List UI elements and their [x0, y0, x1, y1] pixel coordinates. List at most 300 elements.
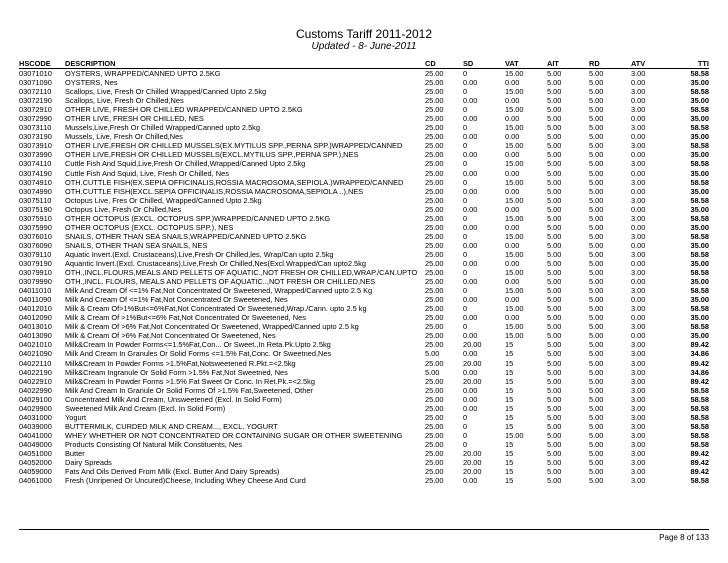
cell-vat: 15.00: [505, 195, 524, 205]
cell-tti: 58.58: [690, 213, 709, 223]
cell-vat: 15.00: [505, 159, 524, 169]
cell-atv: 3.00: [631, 286, 646, 296]
table-header-row: [19, 58, 709, 69]
cell-hscode: 04021090: [19, 349, 52, 359]
table-row: [19, 404, 709, 413]
cell-vat: 15.00: [505, 69, 524, 79]
cell-sd: 0: [463, 430, 468, 440]
cell-rd: 5.00: [589, 159, 604, 169]
cell-sd: 0: [463, 141, 468, 151]
cell-rd: 5.00: [589, 105, 604, 115]
cell-atv: 3.00: [631, 439, 646, 449]
cell-tti: 58.58: [690, 322, 709, 332]
cell-ait: 5.00: [547, 123, 562, 133]
cell-rd: 5.00: [589, 69, 604, 79]
cell-atv: 0.00: [631, 150, 646, 160]
cell-description: OTH.CUTTLE FISH(EX.SEPIA OFFICINALIS,ROSSIA MACROSOMA,SEPIOLA.)WRAPPED/CANNED: [65, 177, 404, 187]
cell-description: Scallops, Live, Fresh Or Chilled Wrapped/Canned Upto 2.5kg: [65, 87, 267, 97]
cell-atv: 3.00: [631, 476, 646, 486]
cell-atv: 3.00: [631, 421, 646, 431]
cell-cd: 25.00: [425, 430, 444, 440]
cell-vat: 0.00: [505, 222, 520, 232]
cell-rd: 5.00: [589, 87, 604, 97]
cell-hscode: 04022990: [19, 385, 52, 395]
cell-hscode: 04061000: [19, 476, 52, 486]
cell-tti: 35.00: [690, 295, 709, 305]
col-cd: CD: [425, 58, 463, 69]
cell-atv: 3.00: [631, 87, 646, 97]
cell-sd: 0.00: [463, 331, 478, 341]
cell-description: Milk & Cream Of >6% Fat,Not Concentrated Or Sweetened, Wrapped/Canned upto 2.5 kg: [65, 322, 359, 332]
table-row: [19, 458, 709, 467]
cell-description: Concentrated Milk And Cream, Unsweetened (Excl. In Solid Form): [65, 394, 282, 404]
cell-vat: 15.00: [505, 87, 524, 97]
table-row: [19, 304, 709, 313]
cell-ait: 5.00: [547, 439, 562, 449]
cell-hscode: 03073190: [19, 132, 52, 142]
cell-cd: 25.00: [425, 439, 444, 449]
cell-atv: 0.00: [631, 222, 646, 232]
cell-tti: 35.00: [690, 96, 709, 106]
cell-atv: 0.00: [631, 295, 646, 305]
cell-sd: 0.00: [463, 385, 478, 395]
cell-description: Fresh (Unripened Or Uncured)Cheese, Including Whey Cheese And Curd: [65, 476, 306, 486]
cell-tti: 58.58: [690, 87, 709, 97]
cell-atv: 3.00: [631, 69, 646, 79]
table-row: [19, 132, 709, 141]
cell-hscode: 03075990: [19, 222, 52, 232]
cell-description: Fats And Oils Derived From Milk (Excl. Butter And Dairy Spreads): [65, 467, 280, 477]
cell-vat: 15.00: [505, 105, 524, 115]
cell-sd: 0.00: [463, 476, 478, 486]
cell-ait: 5.00: [547, 331, 562, 341]
cell-rd: 5.00: [589, 277, 604, 287]
cell-cd: 25.00: [425, 150, 444, 160]
cell-sd: 0: [463, 123, 468, 133]
table-row: [19, 377, 709, 386]
cell-atv: 3.00: [631, 458, 646, 468]
cell-rd: 5.00: [589, 412, 604, 422]
cell-hscode: 03072990: [19, 114, 52, 124]
cell-description: Cuttle Fish And Squid,Live,Fresh Or Chilled,Wrapped/Canned Upto 2.5kg: [65, 159, 306, 169]
col-sd: SD: [463, 58, 505, 69]
cell-ait: 5.00: [547, 222, 562, 232]
cell-cd: 25.00: [425, 132, 444, 142]
cell-rd: 5.00: [589, 186, 604, 196]
cell-sd: 0.00: [463, 78, 478, 88]
cell-atv: 0.00: [631, 259, 646, 268]
cell-description: Butter: [65, 448, 85, 458]
cell-cd: 25.00: [425, 385, 444, 395]
cell-rd: 5.00: [589, 286, 604, 296]
cell-rd: 5.00: [589, 78, 604, 88]
cell-vat: 15.00: [505, 177, 524, 187]
cell-ait: 5.00: [547, 150, 562, 160]
cell-ait: 5.00: [547, 69, 562, 79]
cell-atv: 3.00: [631, 403, 646, 413]
cell-ait: 5.00: [547, 421, 562, 431]
cell-atv: 3.00: [631, 322, 646, 332]
cell-tti: 58.58: [690, 286, 709, 296]
cell-vat: 15: [505, 340, 514, 350]
cell-description: Milk And Cream In Granules Or Solid Forms <=1.5% Fat,Conc. Or Sweetned,Nes: [65, 349, 332, 359]
cell-description: OYSTERS, WRAPPED/CANNED UPTO 2.5KG: [65, 69, 221, 79]
cell-atv: 3.00: [631, 448, 646, 458]
cell-ait: 5.00: [547, 240, 562, 250]
cell-sd: 0.00: [463, 367, 478, 377]
cell-sd: 20.00: [463, 467, 482, 477]
cell-rd: 5.00: [589, 394, 604, 404]
cell-atv: 3.00: [631, 412, 646, 422]
table-row: [19, 386, 709, 395]
cell-sd: 0.00: [463, 403, 478, 413]
cell-atv: 3.00: [631, 123, 646, 133]
cell-sd: 0: [463, 249, 468, 259]
col-description: DESCRIPTION: [65, 58, 425, 69]
cell-cd: 25.00: [425, 141, 444, 151]
cell-hscode: 03079190: [19, 259, 52, 268]
cell-rd: 5.00: [589, 240, 604, 250]
document-title: Customs Tariff 2011-2012: [295, 27, 433, 41]
cell-description: Octopus Live, Fresh Or Chilled,Nes: [65, 204, 182, 214]
cell-vat: 0.00: [505, 295, 520, 305]
cell-tti: 58.58: [690, 249, 709, 259]
cell-hscode: 03074110: [19, 159, 52, 169]
cell-ait: 5.00: [547, 385, 562, 395]
cell-cd: 25.00: [425, 476, 444, 486]
cell-atv: 3.00: [631, 195, 646, 205]
cell-sd: 0.00: [463, 222, 478, 232]
cell-atv: 0.00: [631, 132, 646, 142]
cell-sd: 0.00: [463, 150, 478, 160]
cell-cd: 25.00: [425, 412, 444, 422]
cell-vat: 15.00: [505, 286, 524, 296]
cell-hscode: 03074190: [19, 168, 52, 178]
table-row: [19, 123, 709, 132]
cell-sd: 0.00: [463, 295, 478, 305]
cell-atv: 0.00: [631, 96, 646, 106]
cell-cd: 25.00: [425, 376, 444, 386]
cell-rd: 5.00: [589, 467, 604, 477]
cell-rd: 5.00: [589, 385, 604, 395]
cell-tti: 35.00: [690, 331, 709, 341]
cell-sd: 0.00: [463, 349, 478, 359]
cell-atv: 0.00: [631, 277, 646, 287]
cell-vat: 15: [505, 376, 514, 386]
cell-ait: 5.00: [547, 322, 562, 332]
cell-vat: 15: [505, 421, 514, 431]
cell-description: Sweetened Milk And Cream (Excl. In Solid Form): [65, 403, 226, 413]
cell-description: WHEY WHETHER OR NOT CONCENTRATED OR CONTAINING SUGAR OR OTHER SWEETENING: [65, 430, 403, 440]
cell-cd: 25.00: [425, 168, 444, 178]
cell-cd: 25.00: [425, 268, 444, 278]
cell-description: SNAILS, OTHER THAN SEA SNAILS, NES: [65, 240, 208, 250]
table-row: [19, 268, 709, 277]
cell-rd: 5.00: [589, 439, 604, 449]
table-row: [19, 150, 709, 159]
cell-sd: 0.00: [463, 313, 478, 323]
cell-sd: 0: [463, 439, 468, 449]
cell-cd: 25.00: [425, 177, 444, 187]
cell-sd: 0.00: [463, 240, 478, 250]
table-row: [19, 105, 709, 114]
table-row: [19, 313, 709, 322]
cell-cd: 25.00: [425, 213, 444, 223]
cell-ait: 5.00: [547, 286, 562, 296]
cell-description: Aquantic Invert.(Excl. Crustaceans),Live,Fresh Or Chilled,Nes(Excl.Wrapped/Can upto2.5kg: [65, 259, 366, 268]
cell-ait: 5.00: [547, 177, 562, 187]
cell-rd: 5.00: [589, 123, 604, 133]
cell-cd: 25.00: [425, 295, 444, 305]
cell-vat: 15: [505, 403, 514, 413]
cell-cd: 25.00: [425, 240, 444, 250]
cell-hscode: 04031000: [19, 412, 52, 422]
cell-tti: 58.58: [690, 159, 709, 169]
cell-description: OTHER LIVE,FRESH OR CHILLED MUSSELS(EX.MYTILUS SPP.,PERNA SPP.)WRAPPED/CANNED: [65, 141, 403, 151]
cell-cd: 5.00: [425, 349, 440, 359]
table-row: [19, 295, 709, 304]
cell-description: Milk & Cream Of>1%But<=6%Fat,Not Concentrated Or Sweetened,Wrap./Cann. upto 2.5 kg: [65, 304, 367, 314]
table-row: [19, 169, 709, 178]
cell-description: SNAILS, OTHER THAN SEA SNAILS,WRAPPED/CANNED UPTO 2.5KG: [65, 231, 307, 241]
table-row: [19, 340, 709, 349]
cell-ait: 5.00: [547, 412, 562, 422]
cell-description: OTHER LIVE,FRESH OR CHILLED MUSSELS(EXCL.MYTILUS SPP.,PERNA SPP.),NES: [65, 150, 359, 160]
cell-sd: 0.00: [463, 259, 478, 268]
footer-divider: [19, 529, 709, 530]
cell-ait: 5.00: [547, 430, 562, 440]
cell-hscode: 04041000: [19, 430, 52, 440]
cell-vat: 15: [505, 467, 514, 477]
table-row: [19, 87, 709, 96]
cell-ait: 5.00: [547, 358, 562, 368]
table-row: [19, 250, 709, 259]
cell-atv: 3.00: [631, 367, 646, 377]
cell-rd: 5.00: [589, 421, 604, 431]
cell-ait: 5.00: [547, 467, 562, 477]
cell-atv: 3.00: [631, 385, 646, 395]
cell-ait: 5.00: [547, 87, 562, 97]
cell-hscode: 04049000: [19, 439, 52, 449]
cell-tti: 35.00: [690, 277, 709, 287]
cell-rd: 5.00: [589, 213, 604, 223]
cell-tti: 35.00: [690, 168, 709, 178]
cell-atv: 0.00: [631, 168, 646, 178]
cell-tti: 35.00: [690, 114, 709, 124]
cell-tti: 58.58: [690, 412, 709, 422]
table-row: [19, 223, 709, 232]
cell-cd: 25.00: [425, 394, 444, 404]
cell-rd: 5.00: [589, 349, 604, 359]
cell-cd: 25.00: [425, 231, 444, 241]
cell-ait: 5.00: [547, 277, 562, 287]
cell-ait: 5.00: [547, 195, 562, 205]
cell-ait: 5.00: [547, 295, 562, 305]
cell-cd: 25.00: [425, 322, 444, 332]
cell-ait: 5.00: [547, 132, 562, 142]
cell-hscode: 03076010: [19, 231, 52, 241]
cell-rd: 5.00: [589, 322, 604, 332]
cell-rd: 5.00: [589, 249, 604, 259]
tariff-table: [19, 58, 709, 485]
cell-tti: 58.58: [690, 421, 709, 431]
cell-ait: 5.00: [547, 231, 562, 241]
cell-tti: 58.58: [690, 177, 709, 187]
cell-cd: 25.00: [425, 69, 444, 79]
cell-tti: 35.00: [690, 204, 709, 214]
cell-sd: 0: [463, 69, 468, 79]
cell-vat: 0.00: [505, 96, 520, 106]
cell-cd: 25.00: [425, 123, 444, 133]
cell-tti: 58.58: [690, 141, 709, 151]
cell-vat: 15: [505, 476, 514, 486]
cell-ait: 5.00: [547, 458, 562, 468]
cell-rd: 5.00: [589, 231, 604, 241]
cell-rd: 5.00: [589, 132, 604, 142]
cell-ait: 5.00: [547, 349, 562, 359]
table-row: [19, 322, 709, 331]
cell-vat: 15.00: [505, 304, 524, 314]
cell-ait: 5.00: [547, 105, 562, 115]
cell-hscode: 04039000: [19, 421, 52, 431]
cell-atv: 3.00: [631, 394, 646, 404]
cell-tti: 34.86: [690, 349, 709, 359]
cell-tti: 58.58: [690, 231, 709, 241]
cell-sd: 0: [463, 177, 468, 187]
cell-sd: 0.00: [463, 204, 478, 214]
cell-atv: 3.00: [631, 249, 646, 259]
cell-atv: 0.00: [631, 186, 646, 196]
table-row: [19, 449, 709, 458]
cell-vat: 15.00: [505, 231, 524, 241]
cell-sd: 0.00: [463, 132, 478, 142]
col-atv: ATV: [631, 58, 671, 69]
table-row: [19, 241, 709, 250]
cell-vat: 15: [505, 412, 514, 422]
cell-hscode: 03071090: [19, 78, 52, 88]
cell-hscode: 03076090: [19, 240, 52, 250]
cell-cd: 25.00: [425, 186, 444, 196]
table-row: [19, 395, 709, 404]
cell-cd: 25.00: [425, 159, 444, 169]
cell-vat: 0.00: [505, 186, 520, 196]
cell-ait: 5.00: [547, 340, 562, 350]
cell-vat: 15: [505, 394, 514, 404]
table-row: [19, 440, 709, 449]
cell-vat: 0.00: [505, 114, 520, 124]
cell-vat: 15: [505, 367, 514, 377]
cell-atv: 0.00: [631, 313, 646, 323]
cell-tti: 35.00: [690, 150, 709, 160]
cell-rd: 5.00: [589, 259, 604, 268]
cell-rd: 5.00: [589, 313, 604, 323]
cell-tti: 58.58: [690, 123, 709, 133]
cell-sd: 0.00: [463, 277, 478, 287]
cell-sd: 0: [463, 195, 468, 205]
cell-atv: 3.00: [631, 430, 646, 440]
cell-cd: 25.00: [425, 222, 444, 232]
cell-atv: 0.00: [631, 78, 646, 88]
cell-cd: 25.00: [425, 304, 444, 314]
cell-hscode: 03079110: [19, 249, 52, 259]
table-row: [19, 431, 709, 440]
cell-sd: 0: [463, 213, 468, 223]
cell-rd: 5.00: [589, 177, 604, 187]
cell-vat: 15: [505, 385, 514, 395]
cell-description: Scallops, Live, Fresh Or Chilled,Nes: [65, 96, 184, 106]
cell-tti: 58.58: [690, 394, 709, 404]
cell-vat: 15.00: [505, 268, 524, 278]
cell-tti: 35.00: [690, 222, 709, 232]
cell-sd: 0: [463, 421, 468, 431]
cell-ait: 5.00: [547, 249, 562, 259]
cell-hscode: 03075910: [19, 213, 52, 223]
cell-description: OTH.,INCL.FLOURS,MEALS AND PELLETS OF AQUATIC.,NOT FRESH OR CHILLED,WRAP./CAN.UPTO: [65, 268, 418, 278]
cell-description: Milk & Cream Of >1%But<=6% Fat,Not Concentrated Or Sweetened, Nes: [65, 313, 306, 323]
cell-cd: 5.00: [425, 367, 440, 377]
cell-description: Milk&Cream In Powder Forms<=1.5%Fat,Con... Or Sweet.,In Reta.Pk.Upto 2.5kg: [65, 340, 331, 350]
cell-atv: 3.00: [631, 105, 646, 115]
cell-rd: 5.00: [589, 367, 604, 377]
table-row: [19, 159, 709, 168]
cell-tti: 58.58: [690, 439, 709, 449]
cell-sd: 20.00: [463, 458, 482, 468]
cell-atv: 3.00: [631, 467, 646, 477]
cell-atv: 3.00: [631, 376, 646, 386]
cell-ait: 5.00: [547, 168, 562, 178]
col-tti: TTI: [671, 58, 709, 69]
cell-tti: 35.00: [690, 240, 709, 250]
cell-cd: 25.00: [425, 331, 444, 341]
cell-cd: 25.00: [425, 340, 444, 350]
col-ait: AIT: [547, 58, 589, 69]
cell-hscode: 04022190: [19, 367, 52, 377]
cell-ait: 5.00: [547, 159, 562, 169]
cell-sd: 0.00: [463, 168, 478, 178]
table-row: [19, 286, 709, 295]
cell-sd: 0: [463, 304, 468, 314]
cell-tti: 58.58: [690, 304, 709, 314]
cell-tti: 58.58: [690, 403, 709, 413]
cell-sd: 0: [463, 268, 468, 278]
cell-description: Milk And Cream In Granule Or Solid Forms Of >1.5% Fat,Sweetened, Other: [65, 385, 313, 395]
cell-rd: 5.00: [589, 430, 604, 440]
cell-ait: 5.00: [547, 376, 562, 386]
cell-vat: 0.00: [505, 78, 520, 88]
cell-ait: 5.00: [547, 367, 562, 377]
table-row: [19, 331, 709, 340]
cell-cd: 25.00: [425, 458, 444, 468]
cell-hscode: 04012010: [19, 304, 52, 314]
cell-description: Milk&Cream In Powder Forms >1.5% Fat Sweet Or Conc. In Ret.Pk.=<2.5kg: [65, 376, 315, 386]
cell-tti: 35.00: [690, 132, 709, 142]
table-row: [19, 187, 709, 196]
table-row: [19, 178, 709, 187]
cell-hscode: 04051000: [19, 448, 52, 458]
cell-cd: 25.00: [425, 249, 444, 259]
table-row: [19, 196, 709, 205]
cell-cd: 25.00: [425, 105, 444, 115]
cell-description: Yogurt: [65, 412, 87, 422]
cell-rd: 5.00: [589, 114, 604, 124]
cell-vat: 15.00: [505, 123, 524, 133]
cell-rd: 5.00: [589, 268, 604, 278]
cell-hscode: 04013090: [19, 331, 52, 341]
cell-sd: 20.00: [463, 340, 482, 350]
cell-sd: 0: [463, 286, 468, 296]
cell-rd: 5.00: [589, 295, 604, 305]
cell-ait: 5.00: [547, 304, 562, 314]
